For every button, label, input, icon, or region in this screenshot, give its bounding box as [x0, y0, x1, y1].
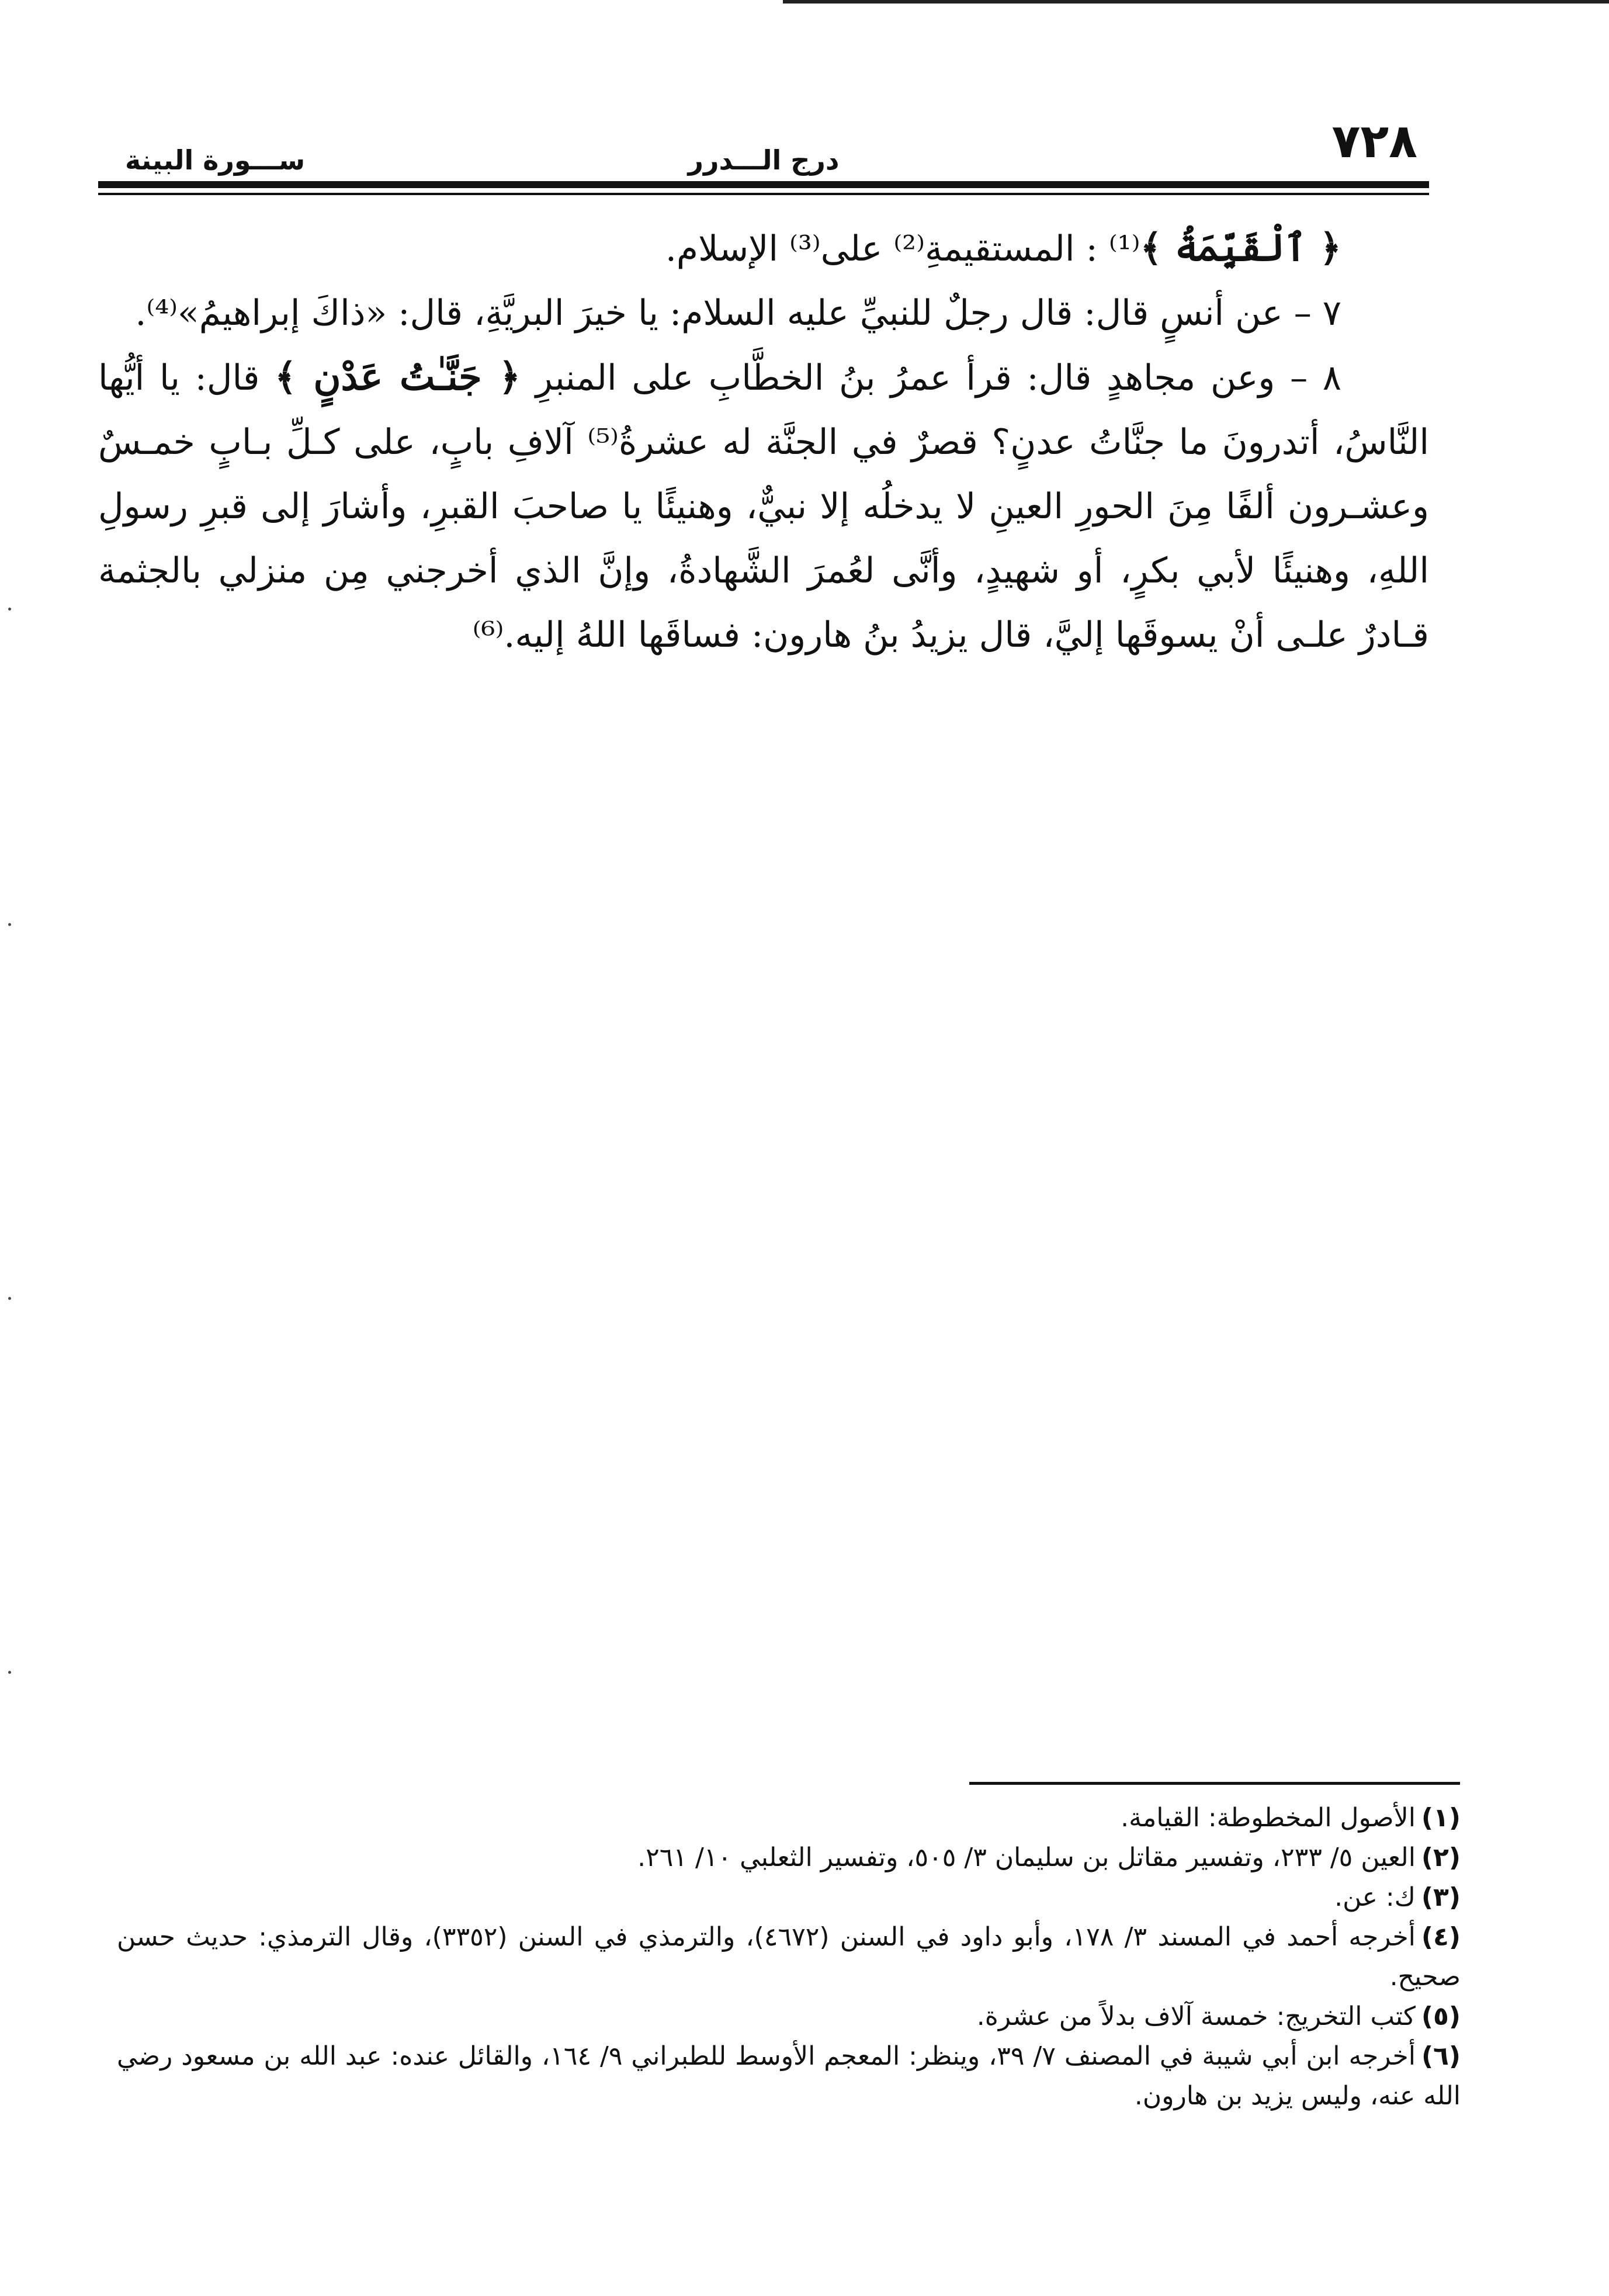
hadith-paragraph-8: [98, 345, 1429, 667]
commentary-text: ⁽¹⁾ : المستقيمةِ⁽²⁾ على⁽³⁾ الإسلام.: [665, 228, 1140, 269]
footnote: [117, 1997, 1461, 2037]
commentary-line: [98, 216, 1429, 281]
quran-verse: ﴿ ٱلْقَيِّمَةُ ﴾: [1140, 226, 1341, 270]
scan-top-edge: [783, 0, 1609, 4]
footnote-text: أخرجه أحمد في المسند ٣/ ١٧٨، وأبو داود في السنن (٤٦٧٢)، والترمذي في السنن (٣٣٥٢)، وقال الترمذي: حديث حسن صحيح.: [117, 1922, 1461, 1992]
footnote-number: (١): [1421, 1803, 1461, 1833]
footnotes: [117, 1798, 1461, 2116]
footnote-text: الأصول المخطوطة: القيامة.: [1121, 1803, 1416, 1833]
scan-mark: [8, 923, 11, 926]
scan-mark: [8, 1671, 11, 1674]
page-header: [98, 114, 1429, 184]
scan-mark: [8, 608, 11, 611]
hadith-paragraph-7: ٧ – عن أنسٍ قال: قال رجلٌ للنبيِّ عليه السلام: يا خيرَ البريَّةِ، قال: «ذاكَ إبراهيمُ»⁽⁴⁾.: [135, 293, 1341, 334]
main-text: [98, 216, 1429, 667]
footnote-number: (٦): [1421, 2041, 1461, 2071]
footnote-text: كتب التخريج: خمسة آلاف بدلاً من عشرة.: [976, 2002, 1416, 2031]
scan-mark: [8, 1297, 11, 1300]
paragraph-8-intro: ٨ – وعن مجاهدٍ قال: قرأ عمرُ بنُ الخطَّابِ على المنبرِ: [535, 358, 1341, 398]
footnote-separator: [969, 1782, 1460, 1785]
footnote: [117, 1878, 1461, 1917]
paragraph-8-body: قال: يا أيُّها النَّاسُ، أتدرونَ ما جنَّاتُ عدنٍ؟ قصرٌ في الجنَّة له عشرةُ⁽⁵⁾ آلافِ بابٍ، على كـلِّ بـابٍ خمـسٌ وعشـرون ألفًا مِنَ الحورِ العينِ لا يدخلُه إلا نبيٌّ، وهنيئًا يا صاحبَ القبرِ، وأشارَ إلى قبرِ رسولِ اللهِ، وهنيئًا لأبي بكرٍ، أو شهيدٍ، وأنَّى لعُمرَ الشَّهادةُ، وإنَّ الذي أخرجني مِن منزلي بالجثمة قـادرٌ علـى أنْ يسوقَها إليَّ، قال يزيدُ بنُ هارون: فساقَها اللهُ إليه.⁽⁶⁾: [98, 358, 1430, 655]
header-rule-thick: [98, 181, 1429, 188]
footnote: [117, 1917, 1461, 1997]
footnote-number: (٢): [1421, 1843, 1461, 1872]
footnote-number: (٥): [1421, 2002, 1461, 2031]
surah-title: ســـورة البينة: [125, 144, 306, 176]
footnote-text: ك: عن.: [1334, 1882, 1416, 1912]
footnote-text: أخرجه ابن أبي شيبة في المصنف ٧/ ٣٩، وينظر: المعجم الأوسط للطبراني ٩/ ١٦٤، والقائل عنده: عبد الله بن مسعود رضي الله عنه، وليس يزيد بن هارون.: [117, 2041, 1461, 2111]
running-title: درج الـــدرر: [688, 144, 840, 176]
quran-verse: ﴿ جَنَّـٰتُ عَدْنٍ ﴾: [275, 355, 521, 399]
page-number: ٧٢٨: [1331, 114, 1417, 168]
footnote: [117, 2037, 1461, 2116]
footnote: [117, 1838, 1461, 1878]
footnote-number: (٣): [1421, 1882, 1461, 1912]
footnote: [117, 1798, 1461, 1838]
header-rule-thin: [98, 193, 1429, 195]
footnote-number: (٤): [1421, 1922, 1461, 1952]
footnote-text: العين ٥/ ٢٣٣، وتفسير مقاتل بن سليمان ٣/ ٥٠٥، وتفسير الثعلبي ١٠/ ٢٦١.: [637, 1843, 1416, 1872]
